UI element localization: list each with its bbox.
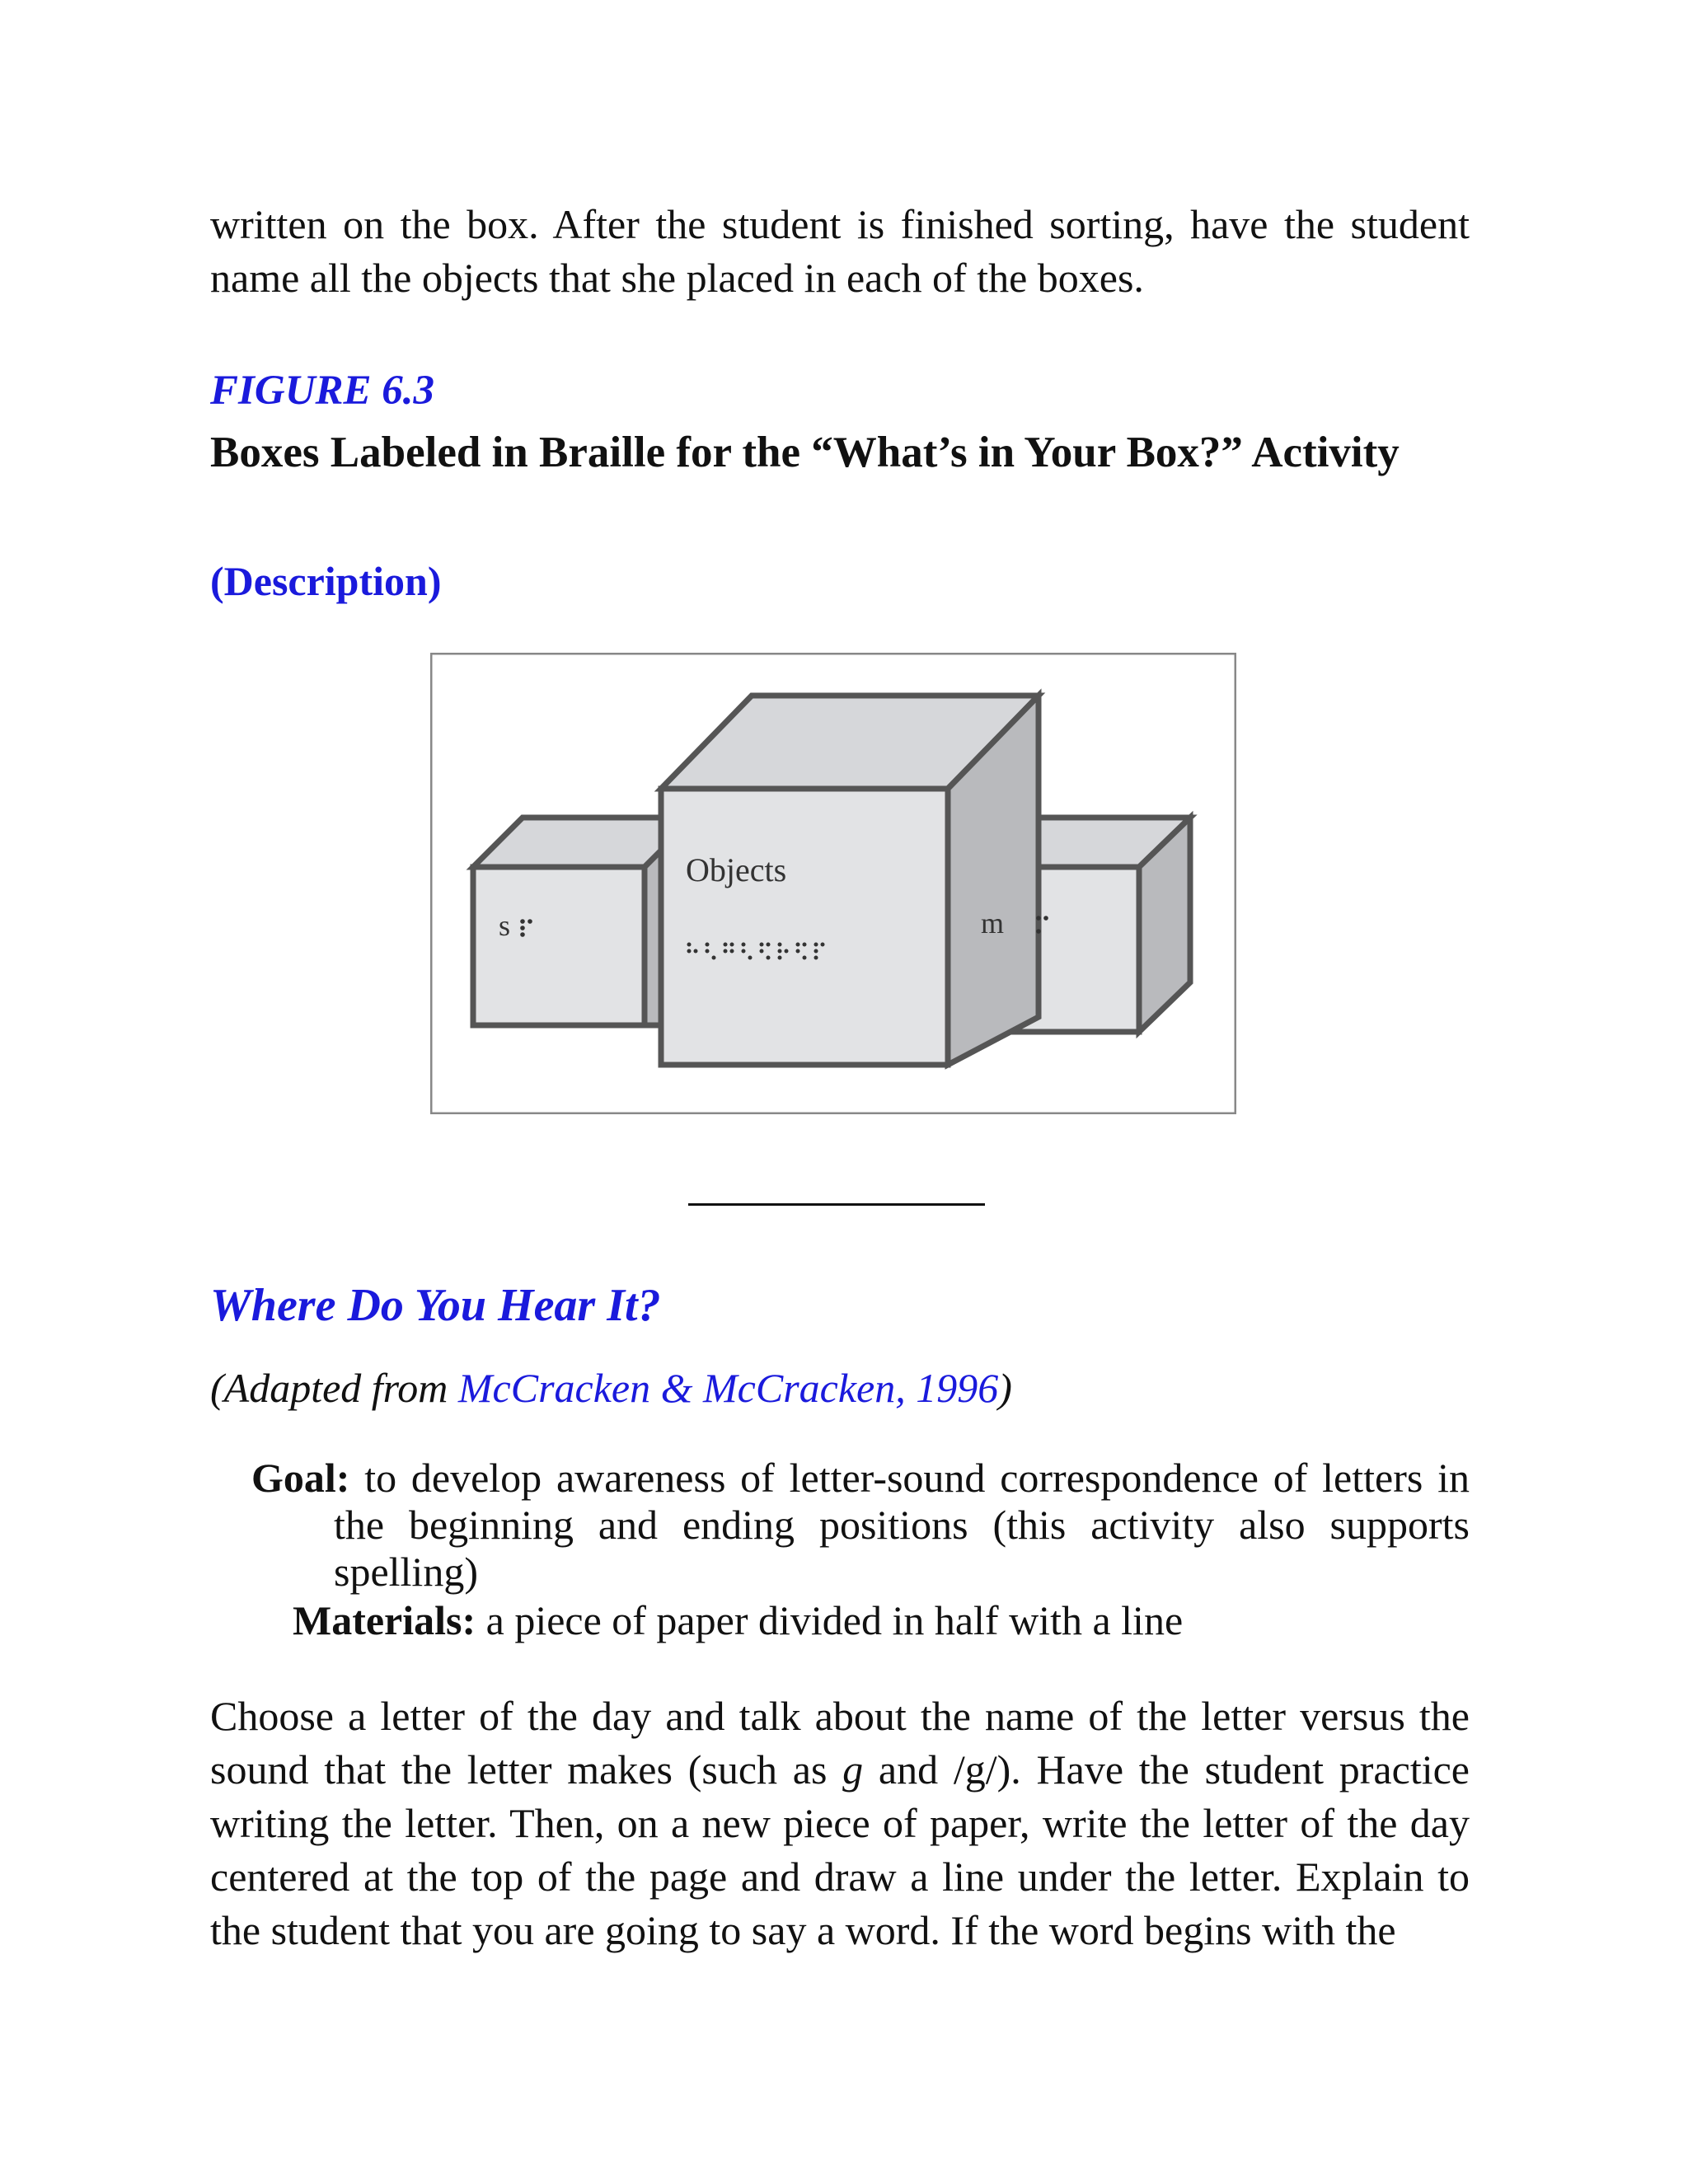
center-box-label: Objects [686, 851, 787, 888]
citation-link[interactable]: McCracken & McCracken, 1996 [457, 1365, 999, 1411]
paragraph-part1: Choose a letter of the day and talk about the name of the letter versus the sound that the letter makes (such as [210, 1693, 1470, 1793]
boxes-figure [430, 653, 1236, 1118]
goal-text: to develop awareness of letter-sound correspondence of letters in the beginning and ending positions (this activity also supports spelling) [334, 1455, 1470, 1595]
adapted-prefix: (Adapted from [210, 1365, 458, 1411]
paragraph-part2: and /g/). Have the student practice writing the letter. Then, on a new piece of paper, write the letter of the day centered at the top of the page and draw a line under the letter. Explain to the student that you are going to say a word. If the word begins with the [210, 1746, 1470, 1953]
figure-title: Boxes Labeled in Braille for the “What’s in Your Box?” Activity [210, 429, 1400, 476]
adapted-citation [210, 1364, 1012, 1412]
left-box-label: s [499, 909, 511, 942]
goal-label: Goal: [251, 1455, 350, 1501]
boxes-illustration [430, 653, 1236, 1114]
goal-item [251, 1455, 1470, 1596]
continued-paragraph: written on the box. After the student is finished sorting, have the student name all the objects that she placed in each of the boxes. [210, 201, 1470, 301]
section-divider [688, 1203, 985, 1206]
activity-paragraph [210, 1690, 1470, 1957]
figure-number: FIGURE 6.3 [210, 368, 435, 414]
section-heading: Where Do You Hear It? [210, 1280, 661, 1331]
materials-item [293, 1597, 1183, 1644]
paragraph-italic-letter: g [842, 1746, 864, 1793]
adapted-suffix: ) [998, 1365, 1012, 1411]
materials-label: Materials: [293, 1597, 476, 1643]
right-box-label: m [981, 907, 1005, 940]
description-link[interactable]: (Description) [210, 558, 442, 604]
materials-text: a piece of paper divided in half with a line [476, 1597, 1184, 1643]
